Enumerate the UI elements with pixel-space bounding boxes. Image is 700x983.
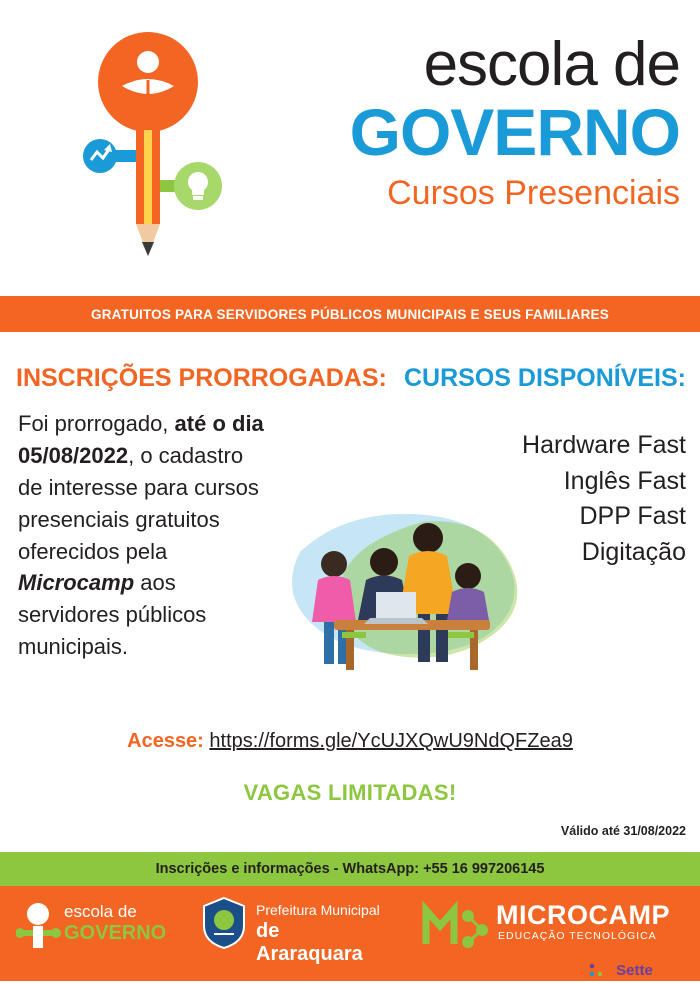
list-item: DPP Fast [579,502,686,530]
free-for-employees-banner: GRATUITOS PARA SERVIDORES PÚBLICOS MUNICIPAIS E SEUS FAMILIARES [0,296,700,332]
footer-logo1-line2: GOVERNO [64,922,167,944]
brand-title [250,30,680,212]
validity-note: Válido até 31/08/2022 [560,824,686,838]
header [0,0,700,290]
enrollment-paragraph [18,408,268,663]
footer [0,886,700,981]
enrollment-heading: INSCRIÇÕES PRORROGADAS: [16,364,387,392]
escola-de-governo-logo-icon [60,30,235,265]
footer-logo3-line1: MICROCAMP [496,900,670,930]
footer-escola-de-governo-logo [16,900,176,952]
list-item: Inglês Fast [563,466,686,495]
brand-subtitle: Cursos Presenciais [387,173,680,212]
footer-logo1-line1: escola de [64,902,137,921]
access-label: Acesse: [127,730,204,752]
list-item: Hardware Fast [522,431,686,459]
main-content [0,332,700,838]
footer-logo2-line2: de Araraquara [256,920,363,965]
brand-line-1: escola de [423,30,680,99]
registration-form-link[interactable]: https://forms.gle/YcUJXQwU9NdQFZea9 [209,730,573,752]
access-link-row[interactable] [0,730,700,753]
paragraph-deadline: até o dia 05/08/2022 [18,411,264,468]
contact-bar: Inscrições e informações - WhatsApp: +55 16 997206145 [0,852,700,886]
footer-logo3-line2: EDUCAÇÃO TECNOLÓGICA [498,930,657,942]
list-item: Digitação [581,537,686,566]
paragraph-part-2: , o cadastro de interesse para cursos presenciais gratuitos oferecidos pela [18,442,259,564]
footer-prefeitura-logo [200,896,390,965]
paragraph-provider: Microcamp [18,570,135,596]
paragraph-part-3: aos servidores públicos municipais. [18,570,207,660]
sette-midia-dots-icon [588,962,604,978]
footer-microcamp-logo [420,896,680,952]
credit-part-2: mídia [652,962,692,979]
available-courses-heading: CURSOS DISPONÍVEIS: [404,364,686,392]
credit-part-1: Sette [616,962,653,979]
students-at-table-with-laptop-illustration [272,492,532,682]
limited-seats-notice: VAGAS LIMITADAS! [243,780,457,805]
paragraph-part-1: Foi prorrogado, [18,411,169,436]
brand-line-2: GOVERNO [349,94,680,169]
credit-sette-midia [616,962,692,979]
footer-logo2-line1: Prefeitura Municipal [256,902,380,918]
